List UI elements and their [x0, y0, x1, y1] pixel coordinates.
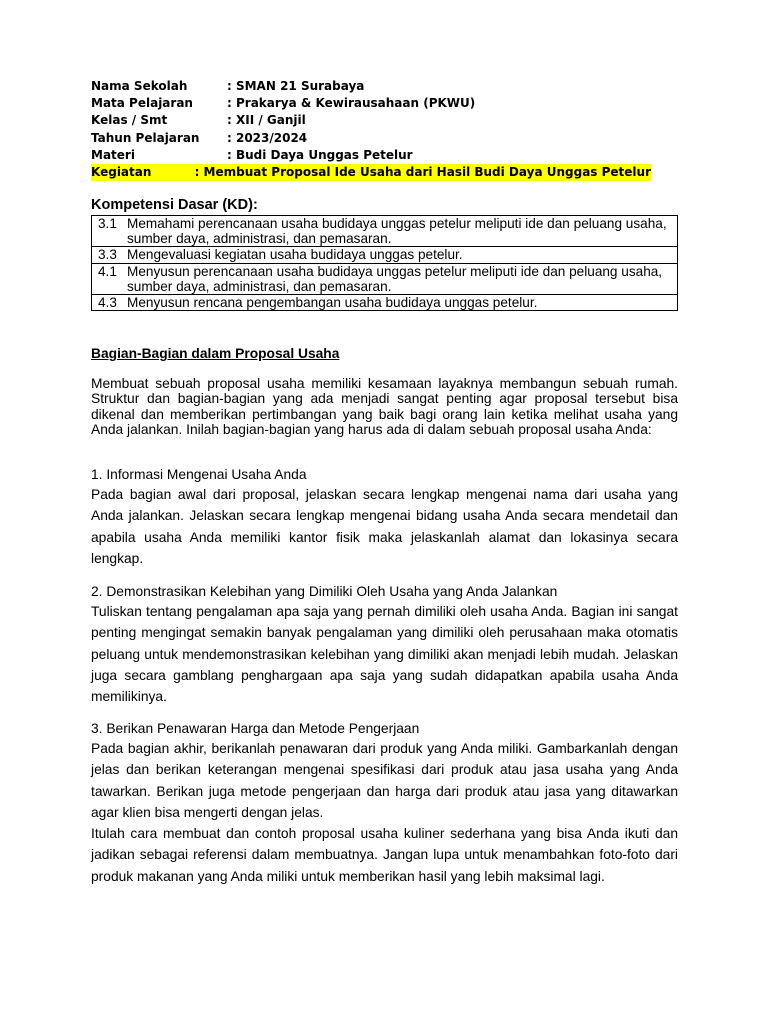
kd-number: 4.1	[98, 263, 117, 279]
info-value: : Prakarya & Kewirausahaan (PKWU)	[227, 96, 476, 111]
point-body: Pada bagian akhir, berikanlah penawaran dari produk yang Anda miliki. Gambarkanlah dengan jelas dan berikan keterangan mengenai spesifikasi dari produk atau jasa usaha yang Anda tawarkan. Berikan juga metode pengerjaan dan harga dari produk atau jasa yang ditawarkan agar klien bisa mengerti dengan jelas.	[91, 741, 678, 820]
info-label: Kegiatan	[91, 164, 152, 179]
kd-number: 3.3	[98, 247, 117, 263]
table-row	[92, 295, 678, 311]
info-label: Mata Pelajaran	[91, 96, 193, 111]
section-title: Bagian-Bagian dalam Proposal Usaha	[91, 346, 340, 361]
info-row-activity	[91, 164, 651, 181]
info-label: Tahun Pelajaran	[91, 130, 200, 145]
info-value: : SMAN 21 Surabaya	[227, 79, 365, 93]
kd-number: 4.3	[98, 295, 117, 311]
info-label: Nama Sekolah	[91, 79, 188, 93]
closing-paragraph: Itulah cara membuat dan contoh proposal usaha kuliner sederhana yang bisa Anda ikuti dan jadikan sebagai referensi dalam membuatnya. Jangan lupa untuk menambahkan foto-foto dari produk makanan yang Anda miliki untuk memberikan hasil yang lebih maksimal lagi.	[91, 826, 678, 884]
intro-paragraph: Membuat sebuah proposal usaha memiliki kesamaan layaknya membangun sebuah rumah. Struktur dan bagian-bagian yang ada menjadi sangat penting agar proposal tersebut bisa dikenal dan memberikan pertimbangan yang baik bagi orang lain ketika melihat usaha yang Anda jalankan. Inilah bagian-bagian yang harus ada di dalam sebuah proposal usaha Anda:	[91, 376, 678, 438]
point-title: 2. Demonstrasikan Kelebihan yang Dimiliki Oleh Usaha yang Anda Jalankan	[91, 584, 558, 599]
info-row-material	[91, 147, 651, 164]
info-row-school	[91, 78, 651, 95]
kd-text: Menyusun rencana pengembangan usaha budidaya unggas petelur.	[127, 295, 538, 311]
info-value: : Membuat Proposal Ide Usaha dari Hasil Budi Daya Unggas Petelur	[194, 164, 651, 179]
table-cell	[92, 247, 678, 263]
point-1	[91, 466, 678, 569]
kd-text: Menyusun perencanaan usaha budidaya unggas petelur meliputi ide dan peluang usaha, sumber daya, administrasi, dan pemasaran.	[127, 263, 663, 294]
kd-text: Memahami perencanaan usaha budidaya unggas petelur meliputi ide dan peluang usaha, sumber daya, administrasi, dan pemasaran.	[127, 216, 667, 247]
info-row-year	[91, 130, 651, 147]
point-2	[91, 583, 678, 707]
table-row	[92, 247, 678, 263]
info-value: : XII / Ganjil	[227, 113, 306, 128]
table-cell	[92, 263, 678, 294]
point-3	[91, 720, 678, 887]
kd-text: Mengevaluasi kegiatan usaha budidaya unggas petelur.	[127, 247, 463, 263]
point-body: Pada bagian awal dari proposal, jelaskan secara lengkap mengenai nama dari usaha yang Anda jalankan. Jelaskan secara lengkap mengenai bidang usaha Anda secara mendetail dan apabila usaha Anda memiliki kantor fisik maka jelaskanlah alamat dan lokasinya secara lengkap.	[91, 487, 678, 566]
kd-number: 3.1	[98, 216, 117, 231]
table-row	[92, 263, 678, 294]
kd-table	[91, 215, 678, 311]
info-value: : 2023/2024	[227, 130, 308, 145]
kd-title: Kompetensi Dasar (KD):	[91, 197, 258, 213]
info-label: Materi	[91, 147, 135, 162]
info-value: : Budi Daya Unggas Petelur	[227, 147, 413, 162]
point-title: 3. Berikan Penawaran Harga dan Metode Pengerjaan	[91, 721, 420, 736]
table-cell	[92, 295, 678, 311]
table-cell	[92, 216, 678, 247]
point-title: 1. Informasi Mengenai Usaha Anda	[91, 467, 307, 482]
point-body: Tuliskan tentang pengalaman apa saja yang pernah dimiliki oleh usaha Anda. Bagian ini sangat penting mengingat semakin banyak pengalaman yang dimiliki oleh perusahaan maka otomatis peluang untuk mendemonstrasikan kelebihan yang dimiliki akan menjadi lebih mudah. Jelaskan juga secara gamblang penghargaan apa saja yang sudah didapatkan apabila usaha Anda memilikinya.	[91, 604, 678, 705]
document-info	[91, 78, 651, 181]
info-row-subject	[91, 95, 651, 112]
info-label: Kelas / Smt	[91, 113, 168, 128]
table-row	[92, 216, 678, 247]
info-row-class	[91, 112, 651, 129]
